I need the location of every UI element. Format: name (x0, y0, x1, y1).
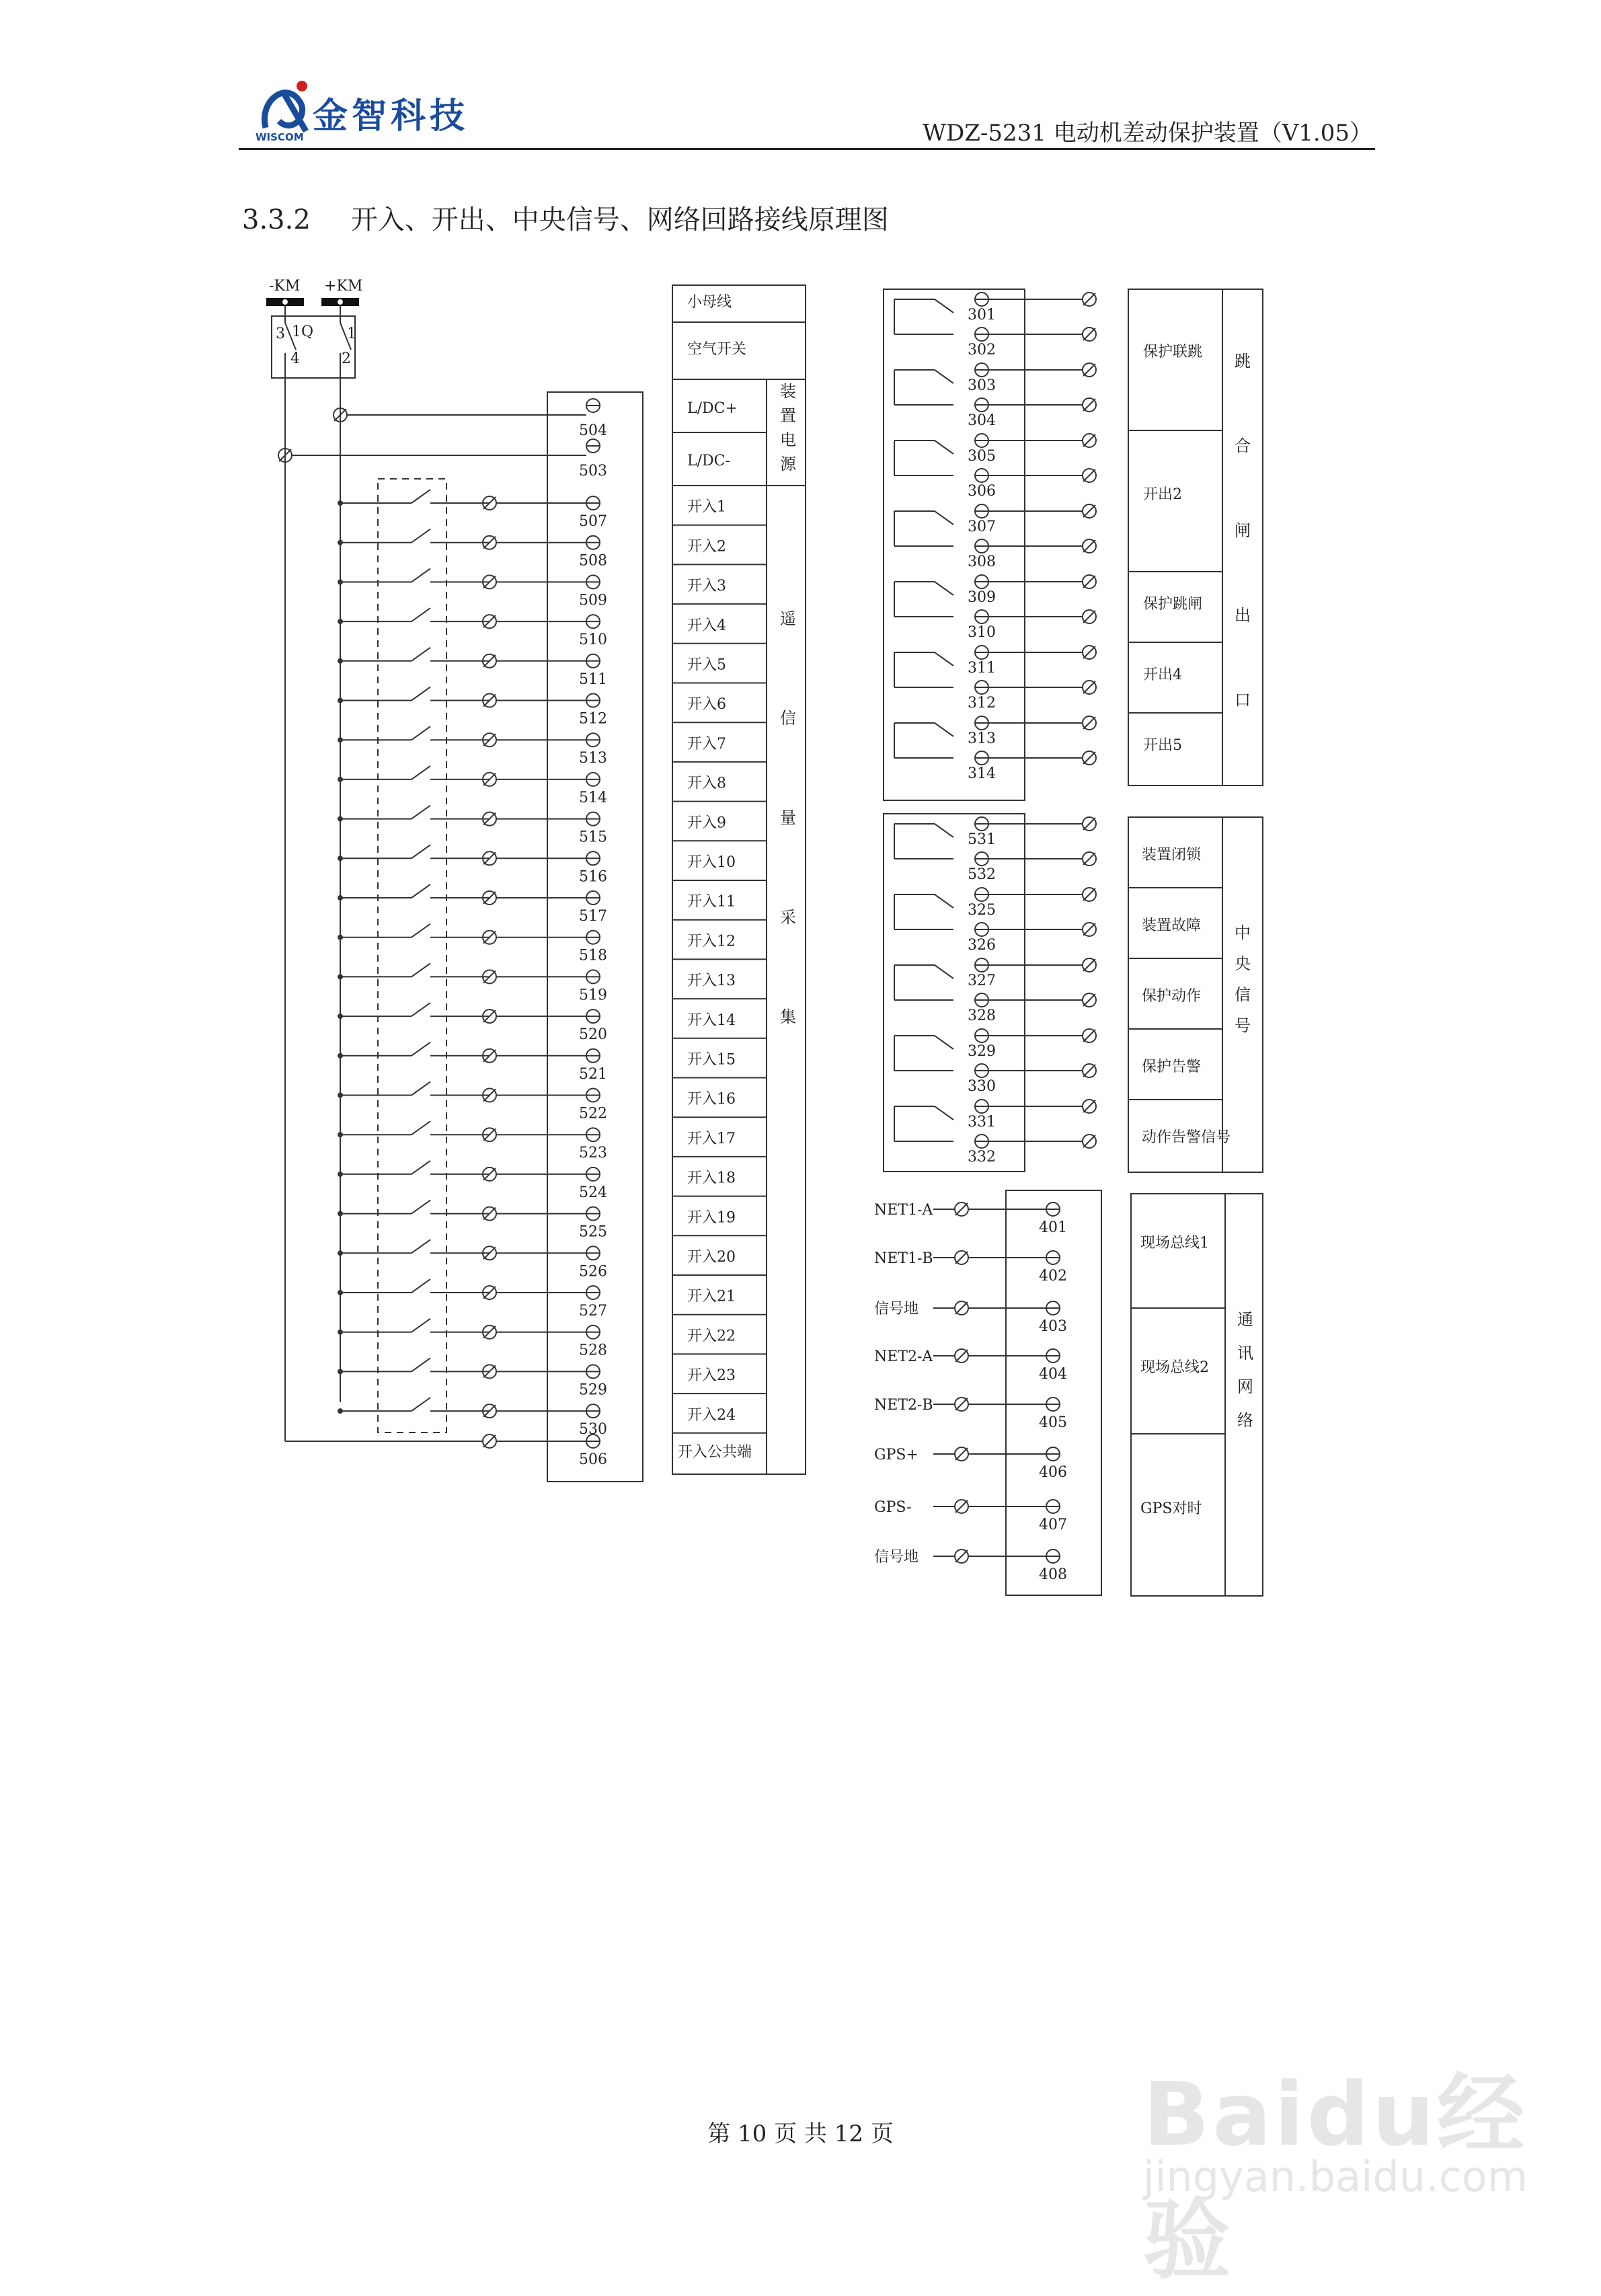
junction-dot (338, 1172, 343, 1177)
switch-label: 1Q (292, 323, 314, 340)
section-title: 开入、开出、中央信号、网络回路接线原理图 (350, 204, 889, 235)
terminal-slash (955, 1302, 968, 1314)
terminal-525: 525 (579, 1223, 607, 1241)
do-contact (935, 723, 953, 736)
label-23: 开入23 (687, 1367, 736, 1385)
terminal-408: 408 (1039, 1566, 1067, 1583)
terminal-308: 308 (968, 553, 996, 570)
terminal-slash (955, 1500, 968, 1513)
junction-dot (338, 855, 343, 861)
junction-dot (338, 1211, 343, 1217)
terminal-slash (1083, 818, 1095, 830)
terminal-301: 301 (968, 307, 996, 323)
di-contact (412, 806, 430, 819)
di-contact (412, 766, 430, 779)
terminal-332: 332 (968, 1149, 996, 1165)
label-8: 开入8 (687, 775, 726, 792)
junction-dot (338, 619, 343, 624)
net-label-3: GPS对时 (1140, 1500, 1202, 1517)
di-contact (412, 1279, 430, 1293)
net-label-2: 现场总线2 (1140, 1359, 1209, 1376)
net-signal-8: 信号地 (874, 1549, 919, 1566)
terminal-slash (1083, 717, 1095, 729)
trip-label-3: 保护跳闸 (1143, 596, 1203, 613)
terminal-slash (1083, 364, 1095, 376)
label-bus: 小母线 (687, 294, 732, 311)
terminal-slash (1083, 923, 1095, 935)
label-19: 开入19 (687, 1209, 736, 1227)
di-contact (412, 963, 430, 977)
label-power-group: 源 (780, 455, 796, 473)
label-power-group: 装 (780, 382, 796, 401)
junction-dot (338, 1330, 343, 1335)
do-contact (935, 894, 953, 908)
terminal-509: 509 (579, 592, 607, 609)
label-2: 开入2 (687, 538, 726, 556)
terminal-330: 330 (968, 1078, 996, 1095)
junction-dot (338, 579, 343, 584)
junction-dot (338, 1093, 343, 1098)
terminal-520: 520 (579, 1026, 607, 1044)
net-signal-7: GPS- (874, 1499, 912, 1516)
terminal-327: 327 (968, 972, 996, 989)
brand-en: WISCOM (256, 131, 304, 143)
net-label-1: 现场总线1 (1140, 1235, 1209, 1252)
terminal-slash (1083, 752, 1095, 764)
terminal-314: 314 (968, 765, 996, 782)
page-footer: 第 10 页 共 12 页 (707, 2120, 894, 2147)
label-trip-group: 合 (1235, 436, 1251, 455)
label-16: 开入16 (687, 1091, 736, 1108)
terminal-slash (1083, 959, 1095, 971)
label-5: 开入5 (687, 656, 726, 674)
label-power-group: 置 (780, 406, 796, 425)
terminal-310: 310 (968, 624, 996, 641)
terminal-401: 401 (1039, 1219, 1067, 1236)
do-contact (935, 824, 953, 837)
terminal-309: 309 (968, 589, 996, 606)
label-signal-group: 信 (1235, 985, 1251, 1004)
junction-dot (338, 1053, 343, 1059)
terminal-530: 530 (579, 1421, 607, 1439)
junction-dot (338, 1369, 343, 1374)
terminal-531: 531 (968, 831, 996, 848)
di-contact (412, 1239, 430, 1253)
do-contact (935, 1106, 953, 1120)
trip-label-4: 开出4 (1143, 666, 1182, 683)
do-contact (935, 582, 953, 595)
terminal-513: 513 (579, 750, 607, 767)
di-contact (412, 568, 430, 582)
terminal-512: 512 (579, 710, 607, 728)
junction-dot (338, 540, 343, 545)
terminal-311: 311 (968, 660, 996, 677)
terminal-slash (1083, 434, 1095, 447)
terminal-slash (1083, 576, 1095, 588)
label-signal-group: 中 (1235, 923, 1251, 942)
terminal-slash (1083, 469, 1095, 482)
label-net-group: 网 (1237, 1377, 1253, 1396)
terminal-slash (1083, 611, 1095, 623)
terminal-slash (1083, 1065, 1095, 1077)
terminal-508: 508 (579, 552, 607, 570)
terminal-slash (955, 1398, 968, 1410)
signal-label-4: 保护告警 (1142, 1059, 1202, 1075)
junction-dot (338, 1250, 343, 1256)
label-20: 开入20 (687, 1249, 736, 1266)
terminal-slash (1083, 646, 1095, 658)
label-signal-group: 号 (1235, 1016, 1251, 1035)
label-17: 开入17 (687, 1130, 736, 1147)
label-12: 开入12 (687, 933, 736, 950)
trip-label-5: 开出5 (1143, 737, 1182, 754)
terminal-slash (1083, 328, 1095, 340)
junction-dot (338, 1408, 343, 1414)
terminal-402: 402 (1039, 1268, 1067, 1285)
signal-label-3: 保护动作 (1142, 988, 1202, 1005)
terminal-532: 532 (968, 866, 996, 883)
label-net-group: 讯 (1237, 1344, 1253, 1363)
label-10: 开入10 (687, 854, 736, 871)
neg-km-label: -KM (269, 278, 301, 295)
junction-dot (338, 658, 343, 664)
net-signal-5: NET2-B (874, 1397, 933, 1414)
net-signal-6: GPS+ (874, 1447, 919, 1463)
di-contact (412, 687, 430, 701)
signal-label-1: 装置闭锁 (1142, 847, 1202, 864)
di-contact (412, 924, 430, 937)
net-signal-1: NET1-A (874, 1202, 933, 1219)
terminal-503: 503 (579, 463, 607, 480)
terminal-slash (955, 1448, 968, 1460)
net-signal-3: 信号地 (874, 1301, 919, 1317)
terminal-519: 519 (579, 987, 607, 1004)
busbar-dot (282, 299, 288, 305)
label-15: 开入15 (687, 1051, 736, 1069)
label-9: 开入9 (687, 814, 726, 832)
switch-pin: 4 (290, 350, 300, 367)
terminal-307: 307 (968, 519, 996, 535)
label-di-group: 采 (780, 908, 796, 927)
section-number: 3.3.2 (242, 204, 311, 235)
trip-label-1: 保护联跳 (1143, 344, 1203, 360)
di-contact (412, 529, 430, 543)
terminal-slash (1083, 681, 1095, 693)
terminal-slash (955, 1252, 968, 1264)
di-contact (412, 884, 430, 898)
di-contact (412, 1358, 430, 1371)
junction-dot (338, 1132, 343, 1137)
junction-dot (338, 1290, 343, 1295)
switch-pin: 2 (342, 350, 351, 367)
terminal-306: 306 (968, 483, 996, 500)
di-contact (412, 1042, 430, 1056)
label-18: 开入18 (687, 1170, 736, 1187)
di-contact (412, 648, 430, 661)
do-contact (935, 965, 953, 979)
di-contact (412, 1200, 430, 1214)
terminal-slash (1083, 399, 1095, 411)
terminal-313: 313 (968, 730, 996, 747)
terminal-523: 523 (579, 1145, 607, 1162)
label-4: 开入4 (687, 617, 726, 634)
terminal-406: 406 (1039, 1464, 1067, 1481)
terminal-slash (1083, 505, 1095, 517)
junction-dot (338, 737, 343, 742)
label-trip-group: 跳 (1235, 352, 1251, 371)
junction-dot (338, 816, 343, 822)
terminal-518: 518 (579, 947, 607, 964)
terminal-529: 529 (579, 1381, 607, 1399)
di-contact (412, 1082, 430, 1096)
terminal-507: 507 (579, 513, 607, 530)
junction-dot (338, 1013, 343, 1019)
label-di-group: 遥 (780, 609, 796, 628)
label-7: 开入7 (687, 735, 726, 753)
do-contact (935, 511, 953, 525)
terminal-331: 331 (968, 1114, 996, 1131)
label-breaker: 空气开关 (687, 341, 747, 358)
terminal-403: 403 (1039, 1318, 1067, 1335)
terminal-516: 516 (579, 868, 607, 886)
signal-terminal-block (884, 814, 1025, 1172)
do-contact (935, 299, 953, 313)
do-contact (935, 1036, 953, 1049)
di-contact (412, 1319, 430, 1332)
di-contact (412, 1121, 430, 1135)
terminal-515: 515 (579, 829, 607, 846)
terminal-slash (1083, 853, 1095, 865)
terminal-slash (483, 1435, 496, 1447)
label-13: 开入13 (687, 972, 736, 990)
terminal-312: 312 (968, 695, 996, 712)
label-trip-group: 口 (1235, 691, 1251, 710)
label-net-group: 络 (1237, 1411, 1253, 1430)
baidu-watermark-url: jingyan.baidu.com (1143, 2152, 1528, 2201)
terminal-slash (1083, 540, 1095, 552)
terminal-slash (1083, 1030, 1095, 1042)
label-di-group: 集 (780, 1007, 796, 1026)
terminal-522: 522 (579, 1105, 607, 1122)
label-di-group: 量 (780, 808, 796, 827)
di-contact (412, 1398, 430, 1411)
label-11: 开入11 (687, 893, 736, 911)
di-contact (412, 726, 430, 740)
terminal-405: 405 (1039, 1414, 1067, 1431)
terminal-504: 504 (579, 422, 607, 439)
terminal-slash (955, 1350, 968, 1362)
label-14: 开入14 (687, 1011, 736, 1029)
terminal-329: 329 (968, 1043, 996, 1060)
label-trip-group: 闸 (1235, 521, 1251, 540)
terminal-slash (1083, 293, 1095, 305)
switch-pin: 3 (276, 326, 285, 342)
di-contact (412, 608, 430, 621)
label-6: 开入6 (687, 696, 726, 714)
terminal-526: 526 (579, 1263, 607, 1280)
junction-dot (338, 777, 343, 782)
pos-km-label: +KM (324, 278, 363, 295)
di-contact (412, 845, 430, 858)
net-signal-2: NET1-B (874, 1250, 933, 1267)
terminal-510: 510 (579, 632, 607, 649)
label-power-group: 电 (780, 430, 796, 449)
label-signal-group: 央 (1235, 954, 1251, 973)
terminal-506: 506 (579, 1451, 607, 1468)
terminal-404: 404 (1039, 1366, 1067, 1383)
terminal-511: 511 (579, 671, 607, 688)
document-title: WDZ-5231 电动机差动保护装置（V1.05） (923, 120, 1372, 147)
label-22: 开入22 (687, 1328, 736, 1345)
terminal-524: 524 (579, 1184, 607, 1201)
terminal-326: 326 (968, 937, 996, 954)
baidu-watermark-logo: Baidu经验 (1143, 2063, 1527, 2291)
terminal-303: 303 (968, 377, 996, 394)
label-di-group: 信 (780, 709, 796, 728)
junction-dot (338, 935, 343, 940)
terminal-514: 514 (579, 789, 607, 806)
terminal-328: 328 (968, 1007, 996, 1024)
net-signal-4: NET2-A (874, 1348, 933, 1365)
label-1: 开入1 (687, 498, 726, 516)
label-24: 开入24 (687, 1406, 736, 1424)
junction-dot (338, 500, 343, 506)
terminal-325: 325 (968, 902, 996, 919)
label-net-group: 通 (1237, 1310, 1253, 1329)
do-contact (935, 370, 953, 383)
terminal-302: 302 (968, 342, 996, 358)
do-contact (935, 441, 953, 454)
terminal-527: 527 (579, 1303, 607, 1319)
terminal-304: 304 (968, 412, 996, 429)
terminal-slash (1083, 1135, 1095, 1147)
di-contact (412, 490, 430, 503)
terminal-517: 517 (579, 908, 607, 925)
di-contact (412, 1003, 430, 1016)
signal-label-5: 动作告警信号 (1142, 1129, 1231, 1146)
label-trip-group: 出 (1235, 606, 1251, 625)
terminal-slash (1083, 994, 1095, 1006)
junction-dot (338, 895, 343, 901)
terminal-528: 528 (579, 1342, 607, 1359)
junction-dot (338, 698, 343, 703)
di-contact (412, 1161, 430, 1174)
terminal-slash (1083, 888, 1095, 901)
terminal-305: 305 (968, 448, 996, 465)
label-ldc-neg: L/DC- (687, 453, 730, 469)
trip-label-2: 开出2 (1143, 486, 1182, 503)
label-3: 开入3 (687, 578, 726, 595)
terminal-slash (955, 1203, 968, 1215)
junction-dot (338, 974, 343, 979)
label-common: 开入公共端 (678, 1444, 752, 1461)
terminal-slash (1083, 1100, 1095, 1112)
busbar-dot (338, 299, 343, 305)
terminal-521: 521 (579, 1065, 607, 1083)
brand-name: 金智科技 (313, 96, 469, 137)
terminal-407: 407 (1039, 1517, 1067, 1533)
do-contact (935, 652, 953, 666)
signal-label-2: 装置故障 (1142, 917, 1202, 934)
switch-pin: 1 (347, 326, 356, 342)
terminal-slash (955, 1550, 968, 1562)
label-21: 开入21 (687, 1288, 736, 1305)
label-ldc-pos: L/DC+ (687, 400, 738, 417)
